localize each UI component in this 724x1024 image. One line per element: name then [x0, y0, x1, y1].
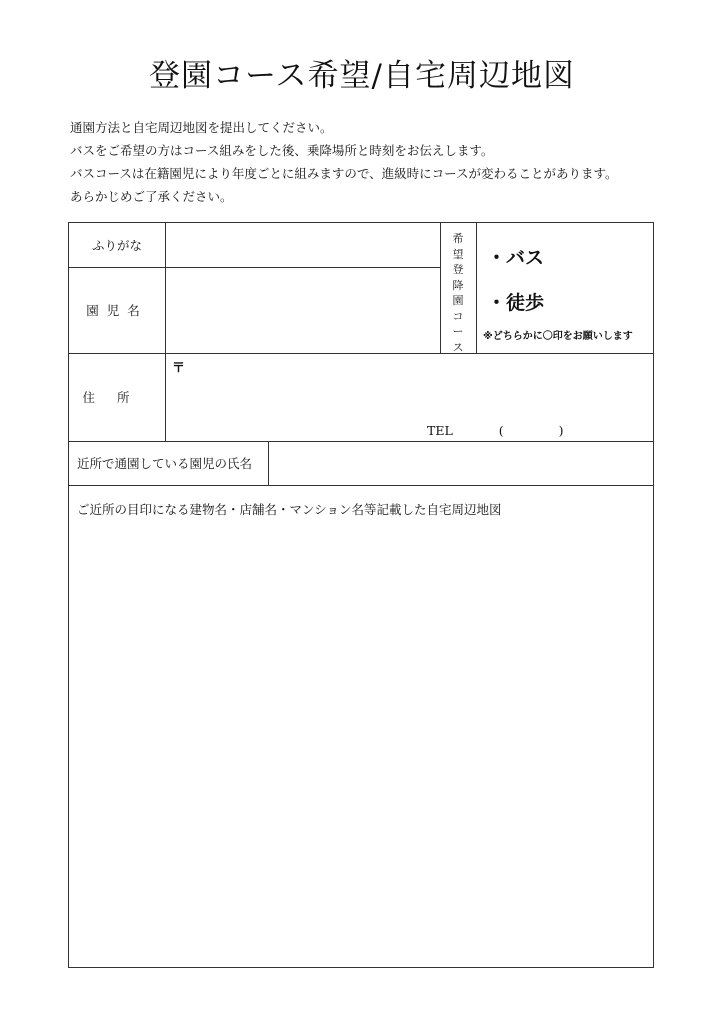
course-label-char: 登 — [452, 263, 464, 276]
address-field[interactable] — [166, 354, 654, 441]
course-label-char: 望 — [452, 247, 464, 261]
home-map-area[interactable] — [69, 486, 654, 967]
postal-mark: 〒 — [172, 361, 186, 376]
course-label — [440, 223, 476, 353]
course-label-char: 園 — [452, 294, 464, 307]
intro-line: バスコースは在籍園児により年度ごとに組みますので、進級時にコースが変わることがあります。 — [70, 166, 618, 181]
furigana-field[interactable] — [166, 223, 440, 267]
map-label: ご近所の目印になる建物名・店舗名・マンション名等記載した自宅周辺地図 — [77, 502, 502, 517]
course-label-char: コ — [452, 309, 464, 323]
intro-line: あらかじめご了承ください。 — [70, 189, 233, 204]
furigana-label: ふりがな — [91, 238, 142, 253]
nearby-children-label: 近所で通園している園児の氏名 — [77, 456, 253, 471]
tel-paren-close: ) — [558, 423, 564, 438]
intro-line: バスをご希望の方はコース組みをした後、乗降場所と時刻をお伝えします。 — [70, 143, 494, 158]
course-label-char: ー — [452, 325, 464, 338]
nearby-children-field[interactable] — [269, 442, 654, 485]
tel-label: TEL — [427, 423, 453, 438]
page-title: 登園コース希望/自宅周辺地図 — [149, 58, 575, 94]
course-option-bus[interactable]: ・バス — [487, 247, 545, 269]
child-name-label: 園児名 — [86, 303, 148, 318]
course-label-char: 希 — [452, 232, 464, 245]
intro-line: 通園方法と自宅周辺地図を提出してください。 — [70, 120, 333, 135]
application-form — [68, 222, 654, 968]
address-label: 住所 — [82, 390, 152, 405]
tel-row — [427, 423, 564, 438]
child-name-field[interactable] — [166, 268, 440, 353]
course-label-char: ス — [452, 340, 464, 354]
tel-paren-open: ( — [498, 423, 504, 438]
course-note: ※どちらかに〇印をお願いします — [483, 331, 633, 342]
column-divider — [476, 223, 477, 353]
course-label-char: 降 — [452, 278, 464, 292]
intro-text — [70, 116, 618, 208]
course-option-walk[interactable]: ・徒歩 — [487, 292, 545, 314]
